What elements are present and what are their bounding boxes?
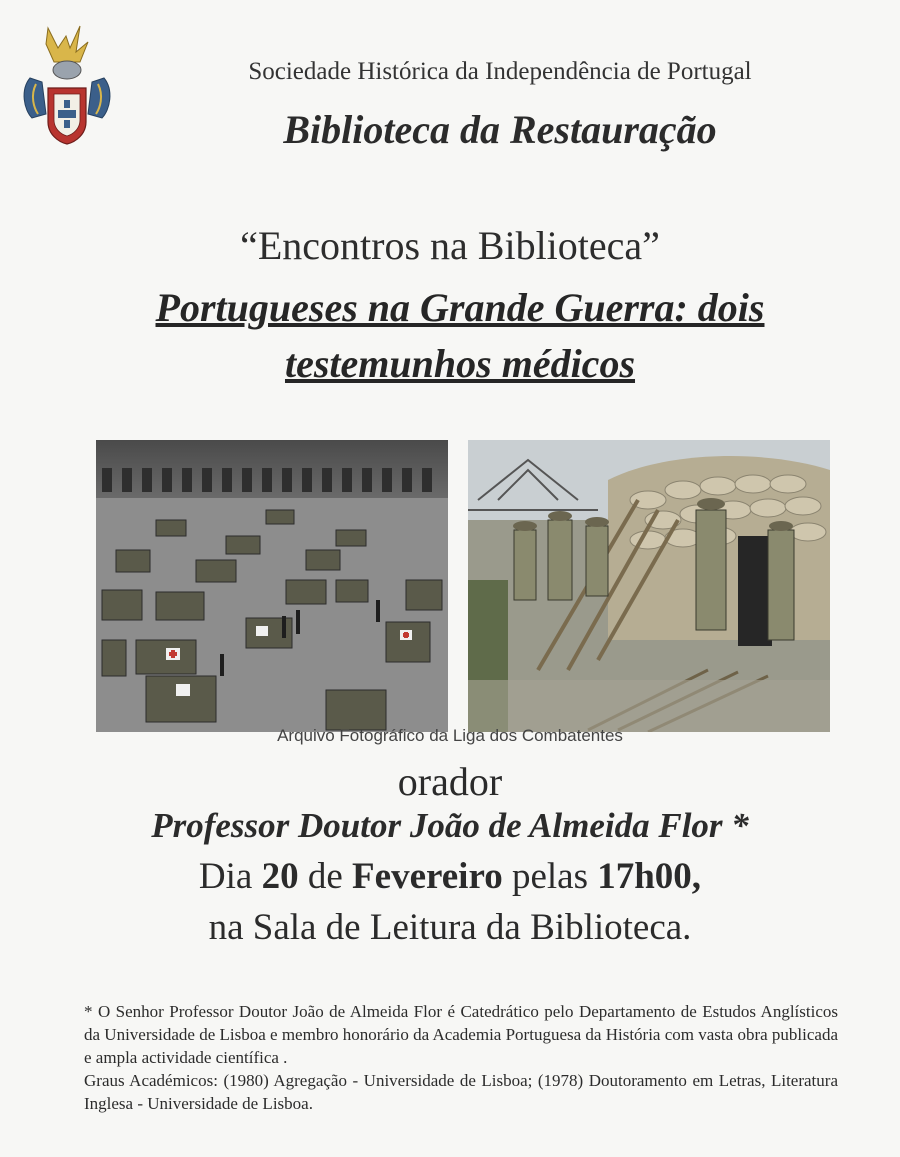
photo-credit: Arquivo Fotográfico da Liga dos Combatentes — [277, 726, 623, 745]
date-day: 20 — [261, 856, 299, 897]
photo-ambulances — [96, 440, 448, 732]
society-name: Sociedade Histórica da Independência de Portugal — [248, 58, 752, 85]
event-series: “Encontros na Biblioteca” — [240, 223, 660, 268]
date-pelas: pelas — [511, 856, 588, 897]
speaker-name: Professor Doutor João de Almeida Flor * — [151, 806, 749, 845]
date-month: Fevereiro — [352, 856, 503, 897]
speaker-label: orador — [397, 759, 503, 804]
society-crest-icon — [18, 18, 116, 148]
footnote-degrees: Graus Académicos: (1980) Agregação - Universidade de Lisboa; (1978) Doutoramento em Letras, Literatura Inglesa - Universidade de Lisboa. — [84, 1071, 838, 1113]
footnote-bio: * O Senhor Professor Doutor João de Almeida Flor é Catedrático pelo Departamento de Estudos Anglísticos da Universidade de Lisboa e membro honorário da Academia Portuguesa da História com vasta obra publicada e ampla actividade científica . — [84, 1002, 838, 1067]
date-prefix: Dia — [198, 856, 253, 897]
date-time: 17h00, — [597, 856, 702, 897]
date-de: de — [307, 856, 343, 897]
event-title: Portugueses na Grande Guerra: dois testemunhos médicos — [155, 285, 765, 386]
event-date — [0, 855, 900, 898]
library-name: Biblioteca da Restauração — [283, 107, 717, 152]
speaker-footnote — [84, 1000, 838, 1115]
photo-trench-soldiers — [468, 440, 830, 732]
event-location: na Sala de Leitura da Biblioteca. — [208, 907, 692, 948]
